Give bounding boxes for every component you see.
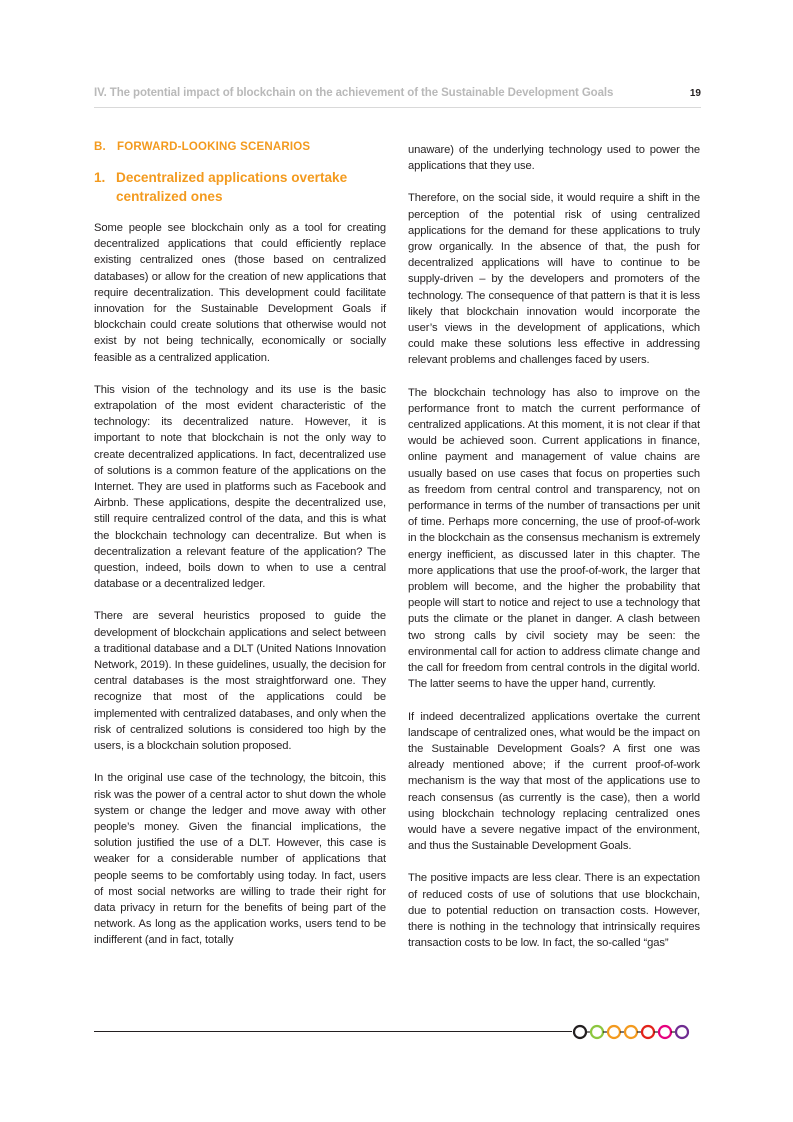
body-paragraph: The positive impacts are less clear. There is an expectation of reduced costs of use of solutions that use blockchain, due to potential reduction on transaction costs. However, there is nothing in the technology that intrinsically requires transaction costs to be low. In fact, the so-called “gas” xyxy=(408,872,700,950)
right-column xyxy=(408,142,700,967)
subsection-title: Decentralized applications overtake centralized ones xyxy=(116,170,348,204)
footer-dot-icon xyxy=(625,1026,637,1038)
body-paragraph: Some people see blockchain only as a tool for creating decentralized applications that could efficiently replace existing centralized ones (those based on centralized databases) or allow for the creation of new applications that require decentralization. This development could facilitate innovation for the Sustainable Development Goals if blockchain could create solutions that otherwise would not exist by not being technically, economically or socially feasible as a centralized application. xyxy=(94,222,386,364)
section-number: B. xyxy=(94,141,106,153)
footer-dot-icon xyxy=(608,1026,620,1038)
running-header xyxy=(94,87,701,99)
page-number: 19 xyxy=(689,88,701,99)
subsection-heading xyxy=(94,168,386,206)
section-heading xyxy=(94,141,386,153)
footer-dot-icon xyxy=(642,1026,654,1038)
body-paragraph: This vision of the technology and its use is the basic extrapolation of the most evident characteristic of the technology: its decentralized nature. However, it is important to note that blockchain is not the only way to create decentralized applications. In fact, decentralized use of solutions is a common feature of the applications on the Internet. They are used in platforms such as Facebook and Airbnb. These applications, despite the decentralized use, still require centralized control of the data, and this is what the blockchain technology can decentralize. But when is decentralization a relevant feature of the application? The question, indeed, boils down to when to use a central database or a decentralized ledger. xyxy=(94,383,386,591)
header-rule xyxy=(94,107,701,108)
body-paragraph: If indeed decentralized applications overtake the current landscape of centralized ones, what would be the impact on the Sustainable Development Goals? A first one was already mentioned above; if the current proof-of-work mechanism is the way that most of the applications use to reach consensus (as currently is the case), then a world using blockchain technology replacing centralized ones would have a severe negative impact of the environment, and thus the Sustainable Development Goals. xyxy=(408,710,700,853)
body-paragraph: unaware) of the underlying technology used to power the applications that they use. xyxy=(408,144,700,173)
footer-dots-decoration xyxy=(572,1024,702,1040)
left-column xyxy=(94,141,386,965)
footer-dot-icon xyxy=(591,1026,603,1038)
footer-dot-icon xyxy=(659,1026,671,1038)
body-paragraph: Therefore, on the social side, it would require a shift in the perception of the potential risk of using centralized applications for the demand for these applications to truly grow organically. In the absence of that, the push for decentralized applications will have to continue to be supply-driven – by the developers and promoters of the technology. The consequence of that pattern is that it is less likely that blockchain innovation would incorporate the user’s views in the development of applications, which could make these solutions less effective in addressing relevant problems and challenges faced by users. xyxy=(408,192,700,367)
footer-dot-icon xyxy=(676,1026,688,1038)
section-title: FORWARD-LOOKING SCENARIOS xyxy=(117,141,311,153)
footer-rule xyxy=(94,1031,572,1032)
subsection-number: 1. xyxy=(94,170,106,185)
body-paragraph: In the original use case of the technology, the bitcoin, this risk was the power of a central actor to shut down the whole system or change the ledger and move away with other people’s money. Given the financial implications, the solution justified the use of a DLT. However, this case is weaker for a considerable number of applications that people seems to be comfortably using today. In fact, users of most social networks are willing to trade their right for data privacy in return for the benefits of being part of the network. As long as the application works, users tend to be indifferent (and in fact, totally xyxy=(94,772,386,947)
running-header-title: IV. The potential impact of blockchain on the achievement of the Sustainable Development Goals xyxy=(94,87,614,99)
footer-dot-icon xyxy=(574,1026,586,1038)
body-paragraph: The blockchain technology has also to improve on the performance front to match the current performance of centralized applications. At this moment, it is not clear if that would be achieved soon. Current applications in finance, online payment and management of value chains are usually based on use cases that focus on properties such as freedom from central control and transparency, not on performance in terms of the number of transactions per unit of time. Perhaps more concerning, the use of proof-of-work in the blockchain as the consensus mechanism is extremely energy inefficient, as discussed later in this chapter. The more applications that use the proof-of-work, the larger that problem will become, and the higher the probability that people will start to notice and reject to use a technology that puts the climate or the planet in danger. A clash between two strong calls by civil society may be seen: the environmental call for action to address climate change and the call for freedom from central controls in the digital world. The latter seems to have the upper hand, currently. xyxy=(408,386,700,691)
body-paragraph: There are several heuristics proposed to guide the development of blockchain applications and select between a traditional database and a DLT (United Nations Innovation Network, 2019). In these guidelines, usually, the decision for central databases is the most straightforward one. They recognize that most of the applications could be implemented with centralized databases, and only when the risk of centralized solutions is considered too high by the users, is a blockchain solution proposed. xyxy=(94,610,386,753)
